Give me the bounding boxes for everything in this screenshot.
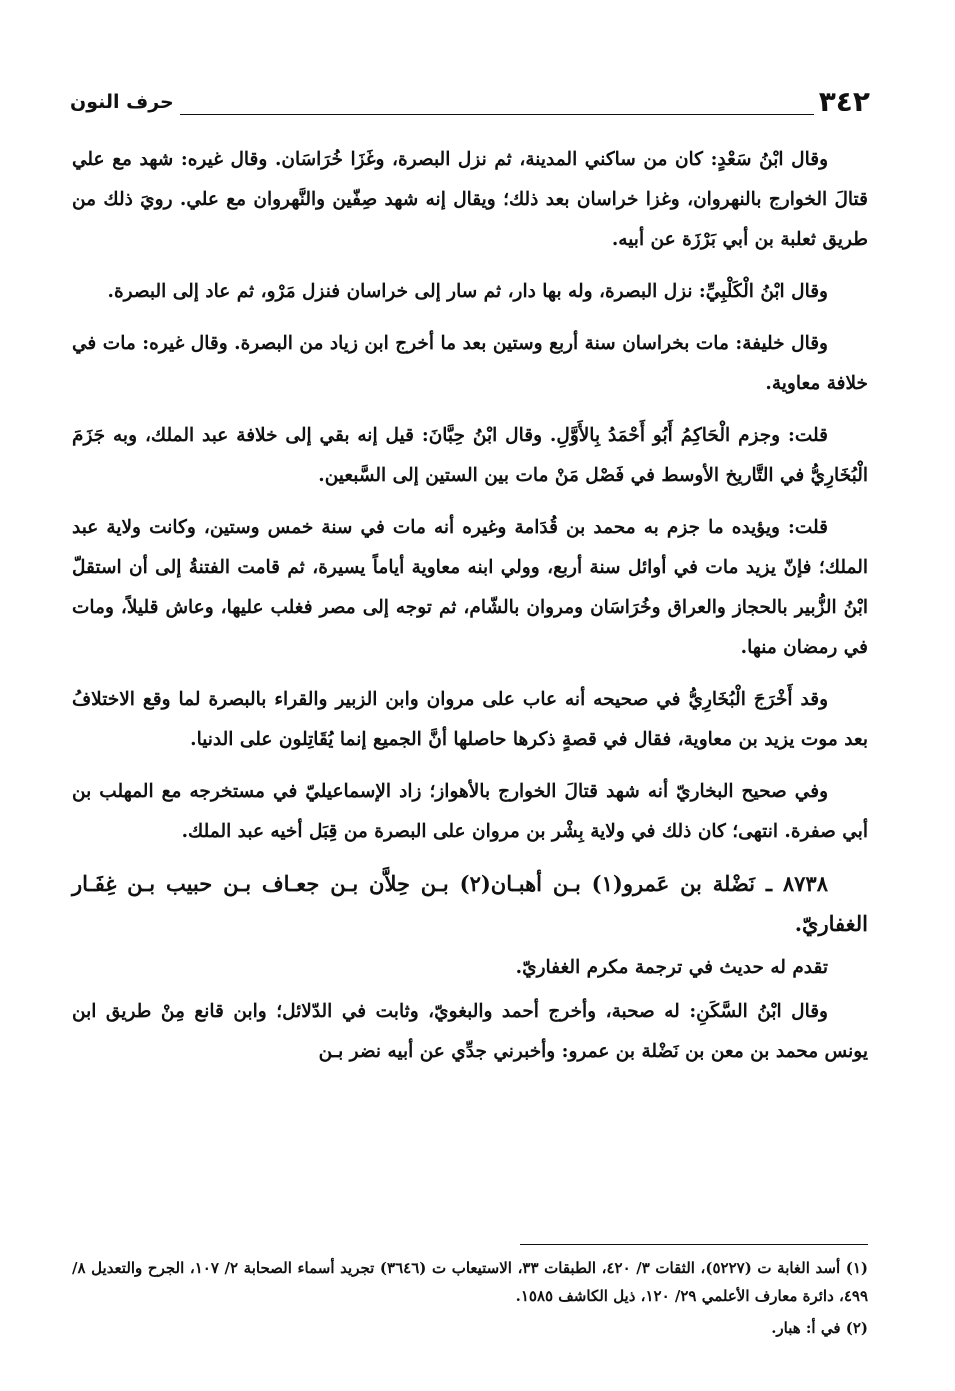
entry-line: تقدم له حديث في ترجمة مكرم الغفاريّ. — [515, 957, 828, 978]
running-title: حرف النون — [70, 91, 174, 113]
paragraph: وفي صحيح البخاريّ أنه شهد قتالَ الخوارج بالأهواز؛ زاد الإسماعيليّ في مستخرجه مع المهلب بن أبي صفرة. انتهى؛ كان ذلك في ولاية بِشْر بن مروان على البصرة من قِبَل أخيه عبد الملك. — [72, 781, 868, 842]
page-number: ٣٤٢ — [818, 85, 870, 118]
entry-line: وقال ابْنُ السَّكَنِ: له صحبة، وأخرج أحمد والبغويّ، وثابت في الدّلائل؛ وابن قانع مِنْ طريق ابن يونس محمد بن معن بن نَضْلة بن عمرو: وأخبرني جدِّي عن أبيه نضر بـن — [72, 1001, 868, 1062]
footnote: (١) أسد الغابة ت (٥٢٢٧)، الثقات ٣/ ٤٢٠، الطبقات ٣٣، الاستيعاب ت (٣٦٤٦) تجريد أسماء الصحابة ٢/ ١٠٧، الجرح والتعديل ٨/ ٤٩٩، دائرة معارف الأعلمي ٢٩/ ١٢٠، ذيل الكاشف ١٥٨٥. — [72, 1259, 869, 1305]
paragraph: وقال خليفة: مات بخراسان سنة أربع وستين بعد ما أخرج ابن زياد من البصرة. وقال غيره: مات في خلافة معاوية. — [72, 333, 868, 394]
paragraph: وقد أَخْرَجَ الْبُخَارِيُّ في صحيحه أنه عاب على مروان وابن الزبير والقراء بالبصرة لما وقع الاختلافُ بعد موت يزيد بن معاوية، فقال في قصةٍ ذكرها حاصلها أنَّ الجميع إنما يُقَاتِلون على الدنيا. — [72, 689, 868, 750]
footnotes — [72, 1254, 868, 1346]
paragraph: قلت: ويؤيده ما جزم به محمد بن قُدَامة وغيره أنه مات في سنة خمس وستين، وكانت ولاية عبد الملك؛ فإنّ يزيد مات في أوائل سنة أربع، وولي ابنه معاوية أياماً يسيرة، ثم قامت الفتنةُ إلى أن استقلّ ابْنُ الزُّبير بالحجاز والعراق وخُرَاسَان ومروان بالشّام، ثم توجه إلى مصر فغلب عليها، وعاش قليلاً، ومات في رمضان منها. — [72, 517, 868, 658]
footnote-rule — [520, 1244, 868, 1245]
footnote: (٢) في أ: هبار. — [771, 1319, 868, 1337]
main-text — [72, 140, 868, 1084]
paragraph: وقال ابْنُ سَعْدٍ: كان من ساكني المدينة، ثم نزل البصرة، وغَزَا خُرَاسَان. وقال غيره: شهد مع علي قتالَ الخوارج بالنهروان، وغزا خراسان بعد ذلك؛ ويقال إنه شهد صِفّين والنَّهروان مع علي. رويَ ذلك من طريق ثعلبة بن أبي بَرْزَة عن أبيه. — [72, 149, 868, 250]
paragraph: قلت: وجزم الْحَاكِمُ أَبُو أَحْمَدُ بِالأَوَّلِ. وقال ابْنُ حِبَّانَ: قيل إنه بقي إلى خلافة عبد الملك، وبه جَزَمَ الْبُخَارِيُّ في التَّاريخ الأوسط في فَصْل مَنْ مات بين الستين إلى السَّبعين. — [72, 425, 868, 486]
entry-heading: ٨٧٣٨ ـ نَضْلة بن عَمرو(١) بـن أهبـان(٢) بـن حِلاَّن بـن جعـاف بـن حبيب بـن غِفَـار الغفاريّ. — [72, 871, 868, 936]
page-header — [70, 84, 870, 124]
header-rule — [180, 114, 814, 115]
paragraph: وقال ابْنُ الْكَلْبِيِّ: نزل البصرة، وله بها دار، ثم سار إلى خراسان فنزل مَرْو، ثم عاد إلى البصرة. — [107, 281, 828, 302]
